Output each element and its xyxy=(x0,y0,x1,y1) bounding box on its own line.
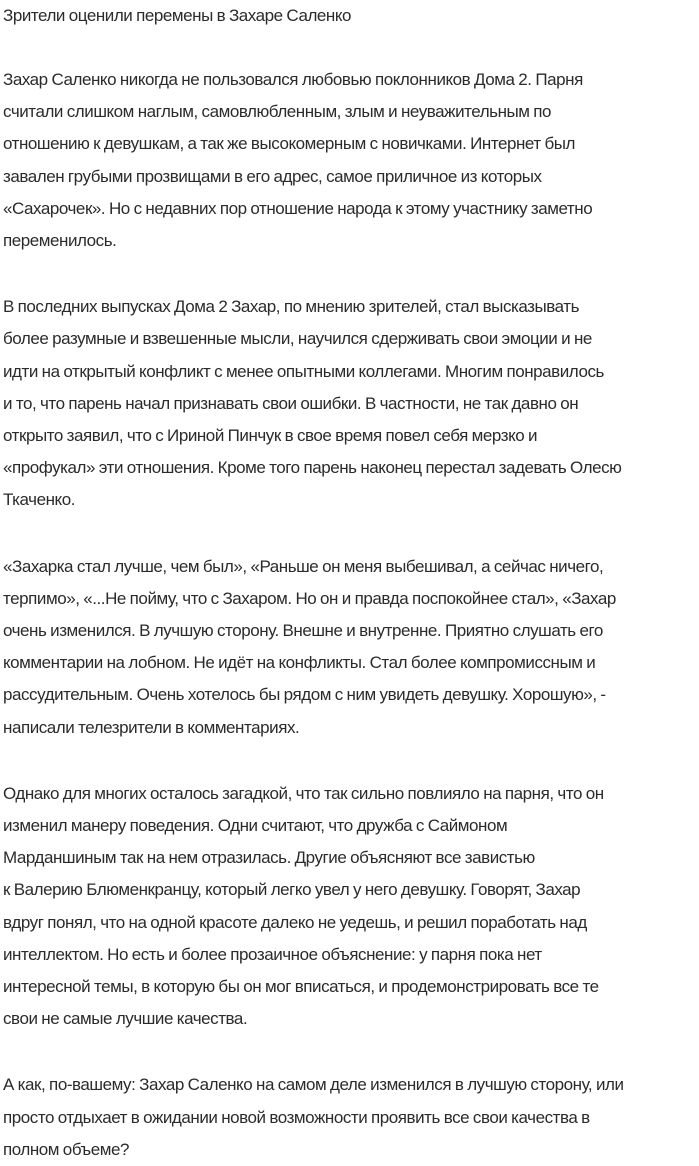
text-line: к Валерию Блюменкранцу, который легко увел у него девушку. Говорят, Захар xyxy=(3,880,581,900)
text-line: отношению к девушкам, а так же высокомерным с новичками. Интернет был xyxy=(3,134,575,154)
text-line: очень изменился. В лучшую сторону. Внешне и внутренне. Приятно слушать его xyxy=(3,621,603,641)
text-line: завален грубыми прозвищами в его адрес, самое приличное из которых xyxy=(3,166,542,186)
text-line: и то, что парень начал признавать свои ошибки. В частности, не так давно он xyxy=(3,393,579,413)
text-line: полном объеме? xyxy=(3,1139,129,1159)
paragraph-1 xyxy=(3,64,699,257)
text-line: комментарии на лобном. Не идёт на конфликты. Стал более компромиссным и xyxy=(3,653,596,673)
text-line: «профукал» эти отношения. Кроме того парень наконец перестал задевать Олесю xyxy=(3,458,622,478)
text-line: открыто заявил, что с Ириной Пинчук в свое время повел себя мерзко и xyxy=(3,426,538,446)
text-line: В последних выпусках Дома 2 Захар, по мнению зрителей, стал высказывать xyxy=(3,297,580,317)
text-line: интересной темы, в которую бы он мог вписаться, и продемонстрировать все те xyxy=(3,977,599,997)
text-line: более разумные и взвешенные мысли, научился сдерживать свои эмоции и не xyxy=(3,329,592,349)
text-line: «Захарка стал лучше, чем был», «Раньше он меня выбешивал, а сейчас ничего, xyxy=(3,556,604,576)
text-line: «Сахарочек». Но с недавних пор отношение народа к этому участнику заметно xyxy=(3,198,593,218)
paragraph-4 xyxy=(3,778,699,1036)
text-line: рассудительным. Очень хотелось бы рядом с ним увидеть девушку. Хорошую», - xyxy=(3,685,606,705)
text-line: Однако для многих осталось загадкой, что так сильно повлияло на парня, что он xyxy=(3,783,604,803)
text-line: А как, по-вашему: Захар Саленко на самом деле изменился в лучшую сторону, или xyxy=(3,1075,624,1095)
text-line: интеллектом. Но есть и более прозаичное объяснение: у парня пока нет xyxy=(3,944,542,964)
text-line: изменил манеру поведения. Одни считают, что дружба с Саймоном xyxy=(3,816,508,836)
paragraph-3-viewer-quotes xyxy=(3,551,699,744)
text-line: свои не самые лучшие качества. xyxy=(3,1009,248,1029)
text-line: просто отдыхает в ожидании новой возможности проявить все свои качества в xyxy=(3,1107,590,1127)
text-line: вдруг понял, что на одной красоте далеко не уедешь, и решил поработать над xyxy=(3,912,587,932)
text-line: Захар Саленко никогда не пользовался любовью поклонников Дома 2. Парня xyxy=(3,70,583,89)
article-title: Зрители оценили перемены в Захаре Саленко xyxy=(3,6,352,25)
text-line: считали слишком наглым, самовлюбленным, злым и неуважительным по xyxy=(3,102,552,122)
paragraph-5-question xyxy=(3,1069,699,1166)
text-line: написали телезрители в комментариях. xyxy=(3,717,300,737)
text-line: переменилось. xyxy=(3,231,117,251)
text-line: идти на открытый конфликт с менее опытными коллегами. Многим понравилось xyxy=(3,361,604,381)
text-line: терпимо», «...Не пойму, что с Захаром. Но он и правда поспокойнее стал», «Захар xyxy=(3,588,616,608)
text-line: Ткаченко. xyxy=(3,490,75,510)
paragraph-2 xyxy=(3,291,699,516)
text-line: Марданшиным так на нем отразилась. Другие объясняют все завистью xyxy=(3,848,535,868)
